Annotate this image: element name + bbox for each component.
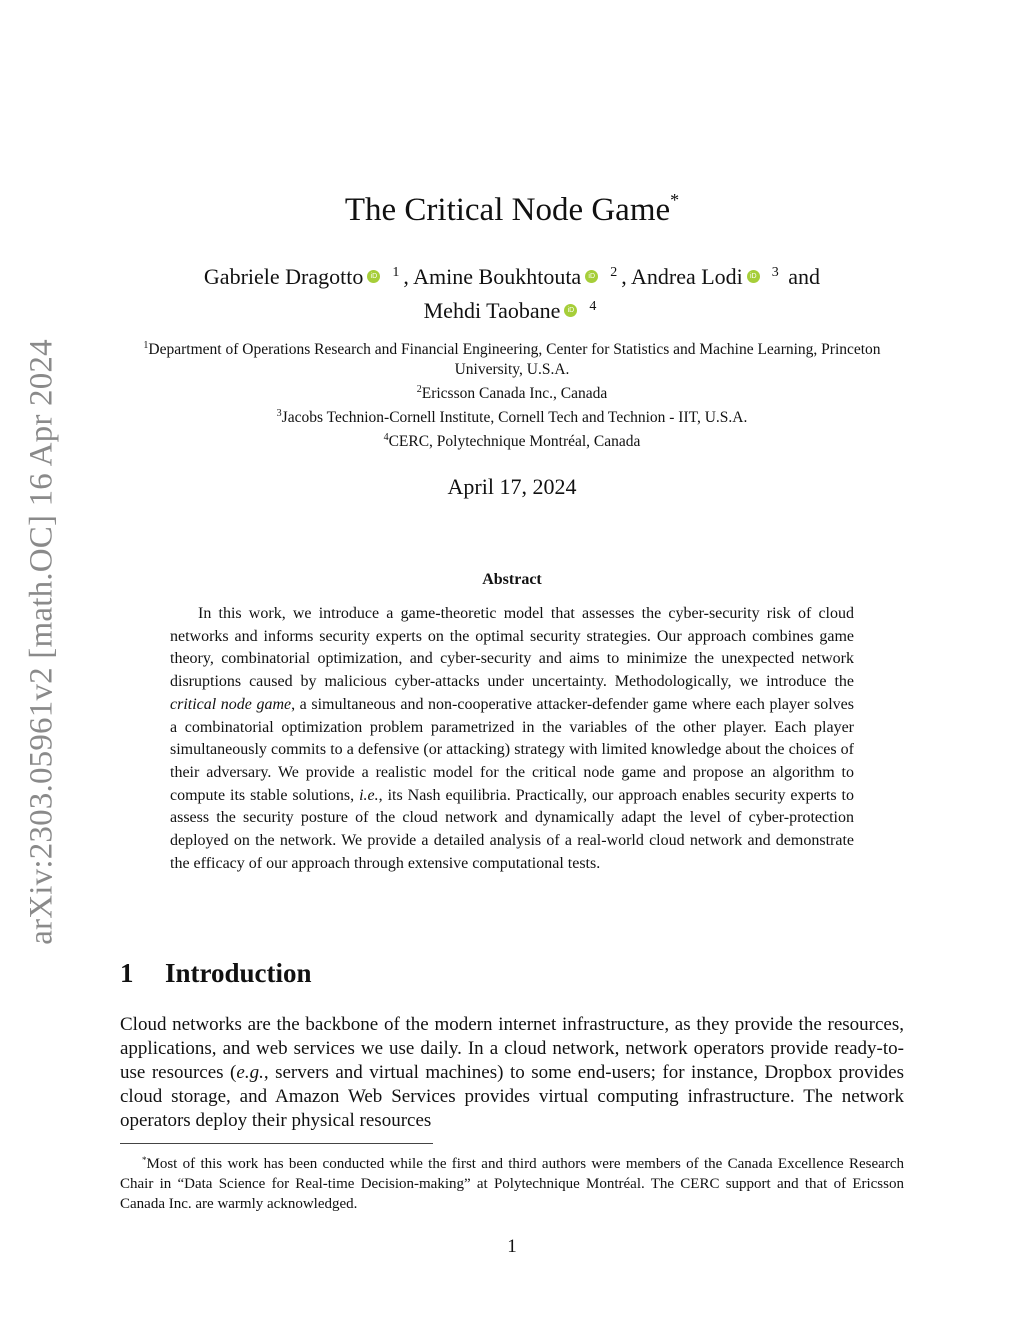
- author-name: Amine Boukhtouta: [413, 264, 582, 289]
- orcid-icon[interactable]: iD: [564, 304, 577, 317]
- affiliation-text: Ericsson Canada Inc., Canada: [421, 385, 608, 402]
- abstract-abbrev: i.e.: [359, 786, 379, 804]
- author: [413, 264, 631, 289]
- title-text: The Critical Node Game: [344, 192, 671, 228]
- abstract-term: critical node game: [170, 695, 292, 713]
- paper-title: [0, 190, 1024, 229]
- intro-text: Cloud networks are the backbone of the modern internet infrastructure, as they provide the resources, applications, and web services we use daily. In a cloud network, network operators provide ready-to-use resources (: [120, 1014, 904, 1083]
- author-list: [130, 258, 894, 326]
- affiliation-item: [140, 380, 884, 404]
- intro-paragraph: [120, 1013, 904, 1133]
- author-separator: and: [782, 264, 821, 289]
- intro-text: , servers and virtual machines) to some end-users; for instance, Dropbox provides cloud storage, and Amazon Web Services provides virtual computing infrastructure. The network operators deploy their physical resources: [120, 1062, 904, 1131]
- author-affiliation-mark: 4: [589, 299, 597, 314]
- affiliation-mark: 2: [416, 384, 422, 395]
- affiliation-list: [140, 336, 884, 452]
- footnote-divider: [120, 1143, 433, 1144]
- affiliation-text: CERC, Polytechnique Montréal, Canada: [388, 433, 641, 450]
- author-affiliation-mark: 2: [610, 265, 618, 280]
- section-number: 1: [120, 958, 134, 988]
- author-name: Mehdi Taobane: [423, 298, 561, 323]
- page-number: 1: [507, 1236, 517, 1257]
- abstract-text: , its Nash equilibria. Practically, our approach enables security experts to assess the security posture of the cloud network and dynamically adapt the level of cyber-protection deployed on the network. We provide a detailed analysis of a real-world cloud network and demonstrate the efficacy of our approach through extensive computational tests.: [170, 786, 854, 872]
- affiliation-item: [140, 404, 884, 428]
- abstract-body: [170, 603, 854, 875]
- author-affiliation-mark: 3: [771, 265, 779, 280]
- footnote: [120, 1150, 904, 1214]
- footnote-text: Most of this work has been conducted while the first and third authors were members of the Canada Excellence Research Chair in “Data Science for Real-time Decision-making” at Polytechnique Montréal. The CERC support and that of Ericsson Canada Inc. are warmly acknowledged.: [120, 1156, 904, 1212]
- affiliation-mark: 4: [383, 432, 389, 443]
- section-heading: [120, 958, 312, 989]
- affiliation-item: [140, 428, 884, 452]
- author-separator: ,: [621, 264, 631, 289]
- arxiv-identifier: arXiv:2303.05961v2 [math.OC] 16 Apr 2024: [23, 339, 60, 945]
- affiliation-text: Department of Operations Research and Financial Engineering, Center for Statistics and Machine Learning, Princeton University, U.S.A.: [148, 341, 881, 378]
- title-footnote-mark: *: [670, 190, 680, 210]
- author: [631, 264, 820, 289]
- section-title: Introduction: [165, 958, 312, 988]
- affiliation-mark: 1: [143, 340, 149, 351]
- author-affiliation-mark: 1: [392, 265, 400, 280]
- abstract-text: , a simultaneous and non-cooperative attacker-defender game where each player solves a combinatorial optimization problem parametrized in the variables of the other player. Each player simultaneously commits to a defensive (or attacking) strategy with limited knowledge about the choices of their adversary. We provide a realistic model for the critical node game and propose an algorithm to compute its stable solutions,: [170, 695, 855, 804]
- affiliation-text: Jacobs Technion-Cornell Institute, Cornell Tech and Technion - IIT, U.S.A.: [281, 409, 748, 426]
- author-name: Andrea Lodi: [631, 264, 743, 289]
- author: [424, 298, 601, 323]
- abstract-heading: Abstract: [482, 571, 542, 588]
- publication-date: April 17, 2024: [447, 474, 577, 499]
- footnote-mark: *: [142, 1155, 147, 1165]
- affiliation-mark: 3: [276, 408, 282, 419]
- orcid-icon[interactable]: iD: [367, 270, 380, 283]
- intro-abbrev: e.g.: [236, 1062, 264, 1083]
- affiliation-item: [140, 336, 884, 380]
- author-separator: ,: [403, 264, 414, 289]
- author: [204, 264, 413, 289]
- orcid-icon[interactable]: iD: [747, 270, 760, 283]
- abstract-text: In this work, we introduce a game-theoretic model that assesses the cyber-security risk of cloud networks and informs security experts on the optimal security strategies. Our approach combines game theory, combinatorial optimization, and cyber-security and aims to minimize the unexpected network disruptions caused by malicious cyber-attacks under uncertainty. Methodologically, we introduce the: [170, 605, 854, 691]
- orcid-icon[interactable]: iD: [585, 270, 598, 283]
- author-name: Gabriele Dragotto: [203, 264, 364, 289]
